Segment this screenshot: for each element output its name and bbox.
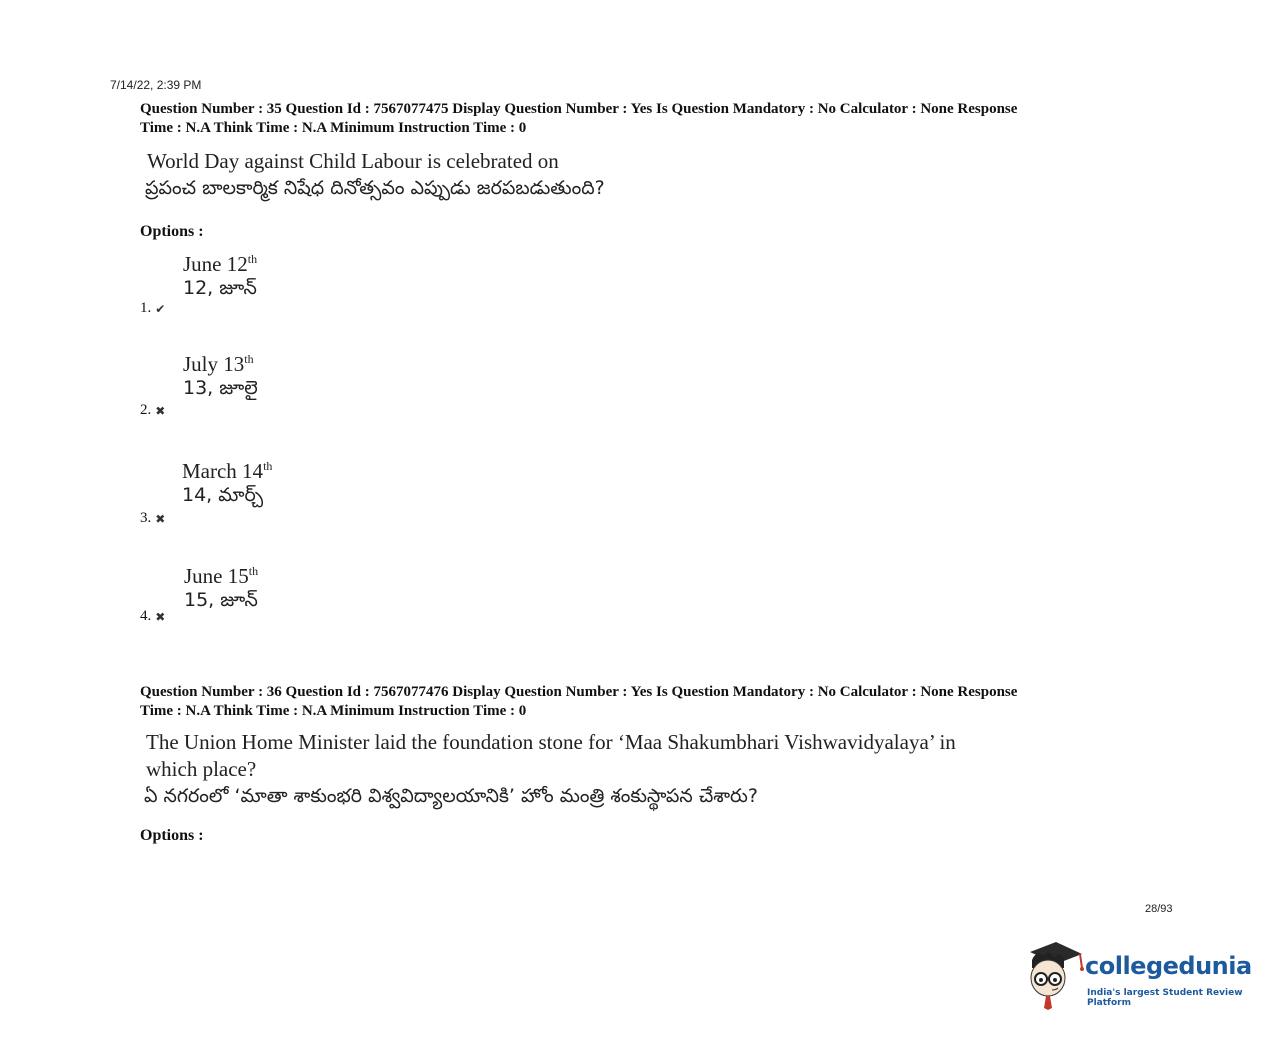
- option-4-text-te: 15, జూన్: [184, 589, 258, 611]
- question-36-meta-line2: Time : N.A Think Time : N.A Minimum Instruction Time : 0: [140, 703, 527, 719]
- option-3-text-te: 14, మార్చ్: [182, 484, 264, 506]
- question-35-meta-line2: Time : N.A Think Time : N.A Minimum Instruction Time : 0: [140, 120, 527, 136]
- cross-icon: ✖: [155, 609, 166, 624]
- option-3-content: [182, 459, 272, 511]
- question-35-text-en: World Day against Child Labour is celebrated on: [147, 149, 559, 173]
- question-36-text-en-line1: The Union Home Minister laid the foundation stone for ‘Maa Shakumbhari Vishwavidyalaya’ in: [146, 730, 956, 754]
- option-4-text-en: June 15th: [184, 564, 259, 588]
- option-1-number: 1. ✔: [140, 300, 166, 316]
- question-36-text-te: ఏ నగరంలో ‘మాతా శాకుంభరి విశ్వవిద్యాలయానికి’ హోం మంత్రి శంకుస్థాపన చేశారు?: [144, 785, 758, 807]
- option-1-content: [183, 252, 257, 304]
- question-35-meta-line1: Question Number : 35 Question Id : 7567077475 Display Question Number : Yes Is Question Mandatory : No Calculator : None Response: [140, 101, 1018, 117]
- option-2-number: 2. ✖: [140, 402, 166, 418]
- option-3-number: 3. ✖: [140, 510, 166, 526]
- question-35-options-label: Options :: [140, 223, 204, 240]
- question-35-text-te: ప్రపంచ బాలకార్మిక నిషేధ దినోత్సవం ఎప్పుడు జరపబడుతుంది?: [145, 177, 605, 199]
- question-36-text-en-line2: which place?: [146, 757, 257, 781]
- cross-icon: ✖: [155, 511, 166, 526]
- option-4-content: [184, 564, 258, 616]
- option-1-text-te: 12, జూన్: [183, 277, 257, 299]
- page-number: 28/93: [1145, 903, 1173, 915]
- question-35-text: [147, 148, 605, 202]
- checkmark-icon: ✔: [155, 301, 166, 316]
- option-3-text-en: March 14th: [182, 459, 273, 483]
- option-2-content: [183, 352, 258, 404]
- option-4-number: 4. ✖: [140, 608, 166, 624]
- option-2-text-en: July 13th: [183, 352, 254, 376]
- question-36-options-label: Options :: [140, 827, 204, 844]
- collegedunia-tagline: India's largest Student Review Platform: [1087, 988, 1243, 1008]
- print-timestamp: 7/14/22, 2:39 PM: [110, 78, 202, 92]
- question-36-text: [146, 729, 956, 810]
- question-36-meta-line1: Question Number : 36 Question Id : 7567077476 Display Question Number : Yes Is Question Mandatory : No Calculator : None Response: [140, 684, 1018, 700]
- option-2-text-te: 13, జూలై: [183, 377, 258, 399]
- collegedunia-mascot-icon: [1022, 938, 1086, 1010]
- option-1-text-en: June 12th: [183, 252, 258, 276]
- question-36-meta: [140, 683, 1170, 721]
- collegedunia-logo-text: collegedunia: [1085, 952, 1252, 980]
- cross-icon: ✖: [155, 403, 166, 418]
- question-35-meta: [140, 100, 1170, 138]
